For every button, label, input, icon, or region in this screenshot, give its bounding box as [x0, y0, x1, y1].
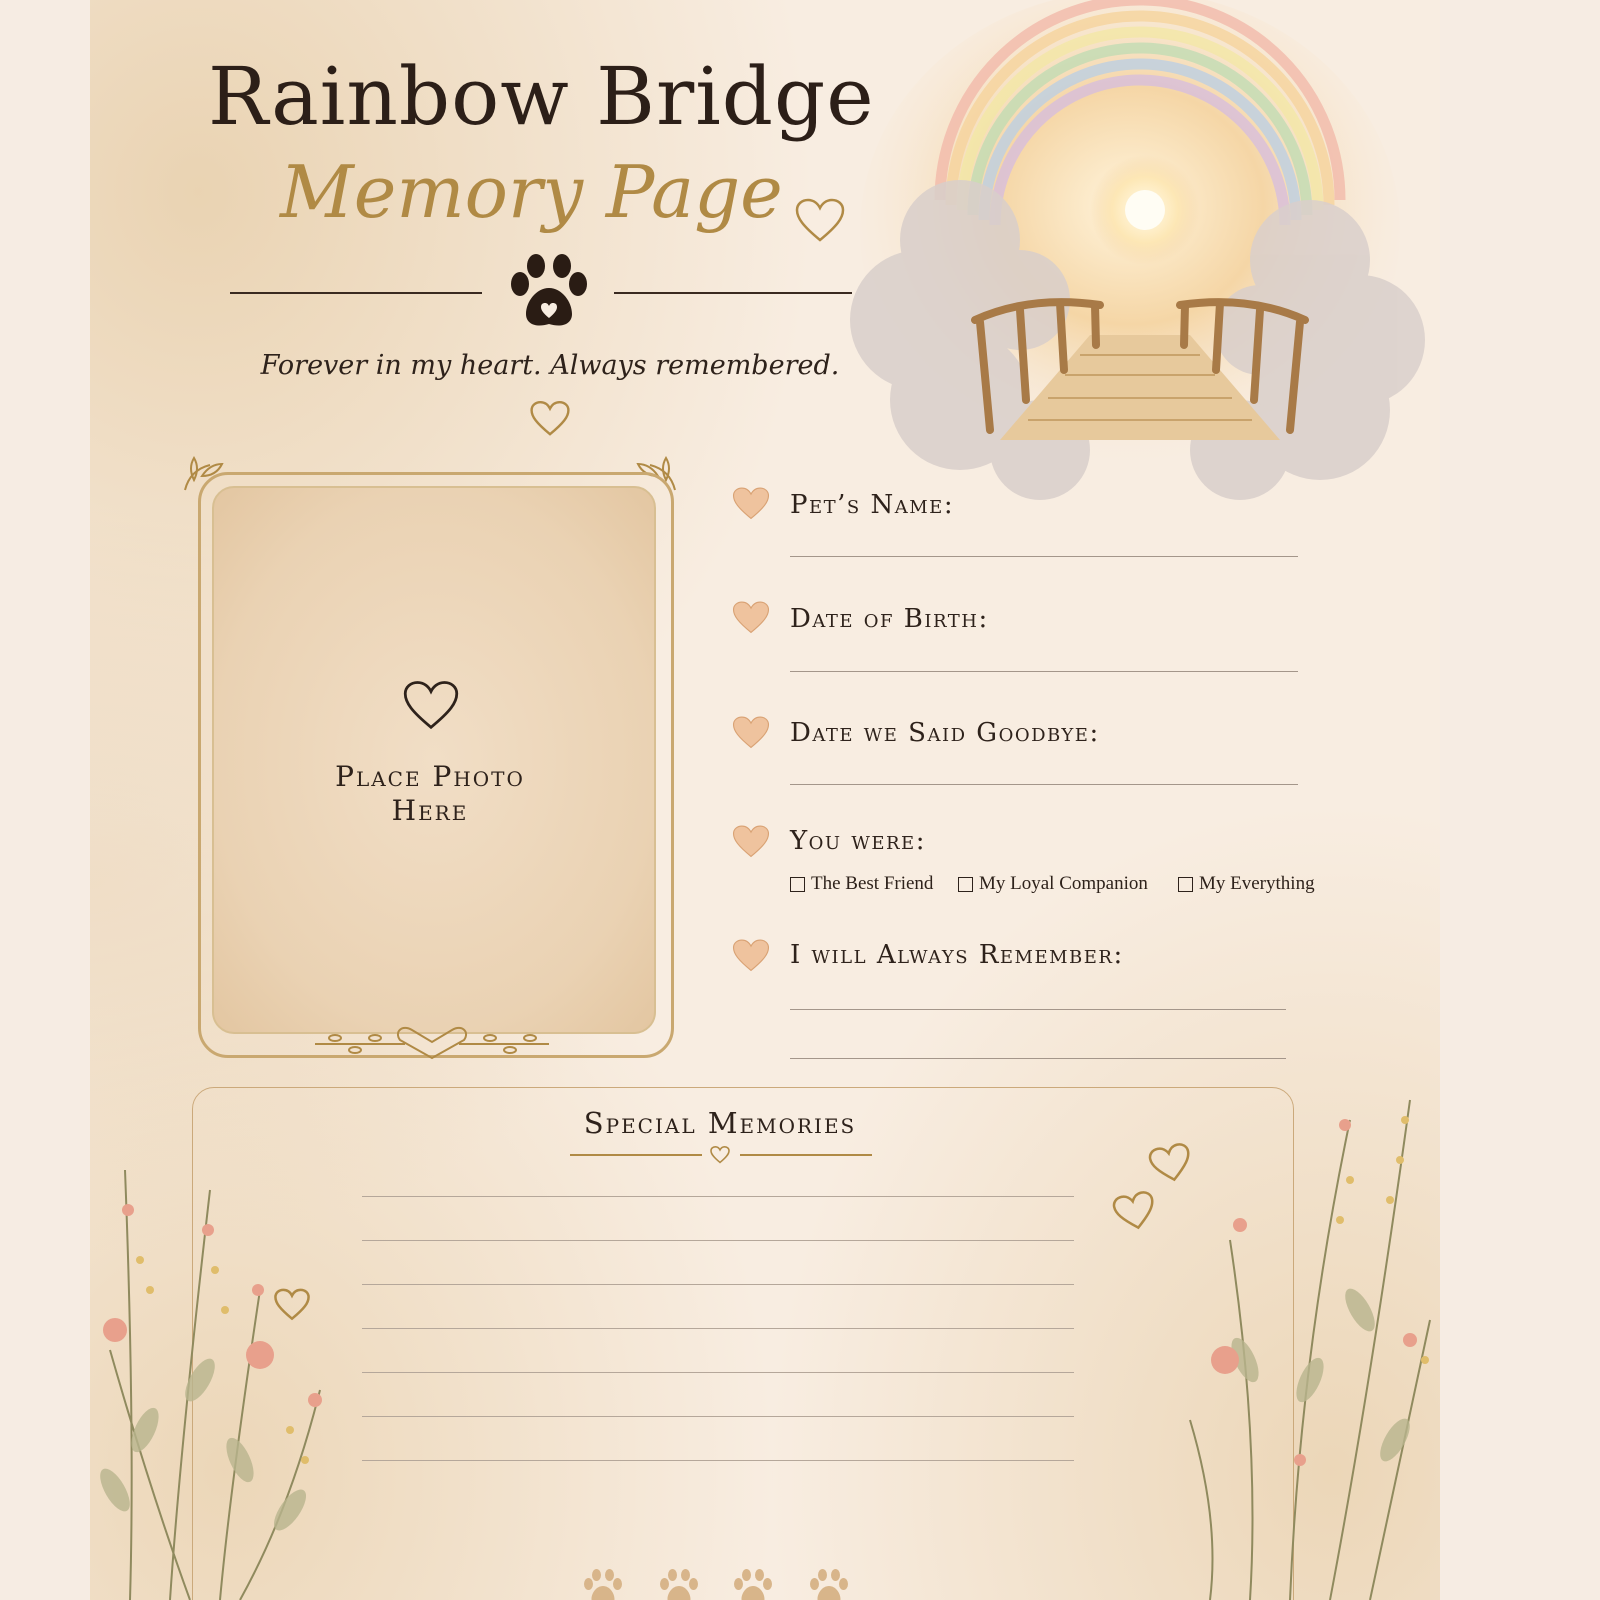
paw-icon — [656, 1568, 702, 1600]
header-divider-right — [614, 292, 852, 294]
always-remember-label: I will Always Remember: — [790, 940, 1124, 970]
option-my-everything[interactable] — [1178, 873, 1315, 895]
pet-name-field[interactable] — [790, 556, 1298, 557]
option-loyal-companion[interactable] — [958, 873, 1148, 895]
always-remember-field-1[interactable] — [790, 1009, 1286, 1010]
goodbye-date-label: Date we Said Goodbye: — [790, 718, 1100, 748]
paw-icon — [580, 1568, 626, 1600]
heart-bullet-icon — [732, 938, 770, 974]
special-memories-title: Special Memories — [583, 1106, 857, 1140]
heart-bullet-icon — [732, 600, 770, 636]
date-of-birth-field[interactable] — [790, 671, 1298, 672]
goodbye-date-field[interactable] — [790, 784, 1298, 785]
you-were-label: You were: — [790, 826, 926, 856]
special-memories-box — [192, 1087, 1294, 1600]
memory-line[interactable] — [362, 1416, 1074, 1417]
floral-decoration — [90, 1130, 350, 1600]
photo-placeholder-line2: Here — [391, 794, 469, 827]
heart-icon — [403, 680, 459, 732]
option-label: The Best Friend — [811, 873, 934, 894]
memories-divider-left — [570, 1154, 702, 1156]
checkbox[interactable] — [958, 877, 973, 892]
photo-placeholder-text — [290, 760, 570, 828]
checkbox[interactable] — [790, 877, 805, 892]
page-title: Rainbow Bridge — [208, 50, 875, 143]
memory-line[interactable] — [362, 1328, 1074, 1329]
checkbox[interactable] — [1178, 877, 1193, 892]
memory-line[interactable] — [362, 1460, 1074, 1461]
pet-name-label: Pet’s Name: — [790, 490, 955, 520]
heart-bullet-icon — [732, 486, 770, 522]
always-remember-field-2[interactable] — [790, 1058, 1286, 1059]
floral-decoration — [1150, 1060, 1440, 1600]
photo-placeholder-line1: Place Photo — [335, 760, 525, 793]
paw-icon — [730, 1568, 776, 1600]
heart-icon — [710, 1146, 730, 1164]
page-subtitle: Memory Page — [280, 150, 783, 234]
memories-divider-right — [740, 1154, 872, 1156]
heart-icon — [530, 400, 570, 438]
memory-page-sheet — [90, 0, 1440, 1600]
rainbow-bridge-illustration — [840, 0, 1400, 520]
memory-line[interactable] — [362, 1196, 1074, 1197]
option-label: My Loyal Companion — [979, 873, 1148, 894]
memory-line[interactable] — [362, 1240, 1074, 1241]
heart-bullet-icon — [732, 824, 770, 860]
heart-bullet-icon — [732, 715, 770, 751]
vine-heart-ornament — [310, 1022, 554, 1062]
option-label: My Everything — [1199, 873, 1315, 894]
tagline: Forever in my heart. Always remembered. — [260, 350, 840, 381]
paw-icon — [806, 1568, 852, 1600]
memory-line[interactable] — [362, 1284, 1074, 1285]
paw-icon — [506, 252, 592, 332]
date-of-birth-label: Date of Birth: — [790, 604, 989, 634]
header-divider-left — [230, 292, 482, 294]
heart-icon — [795, 198, 845, 244]
option-best-friend[interactable] — [790, 873, 933, 895]
memory-line[interactable] — [362, 1372, 1074, 1373]
